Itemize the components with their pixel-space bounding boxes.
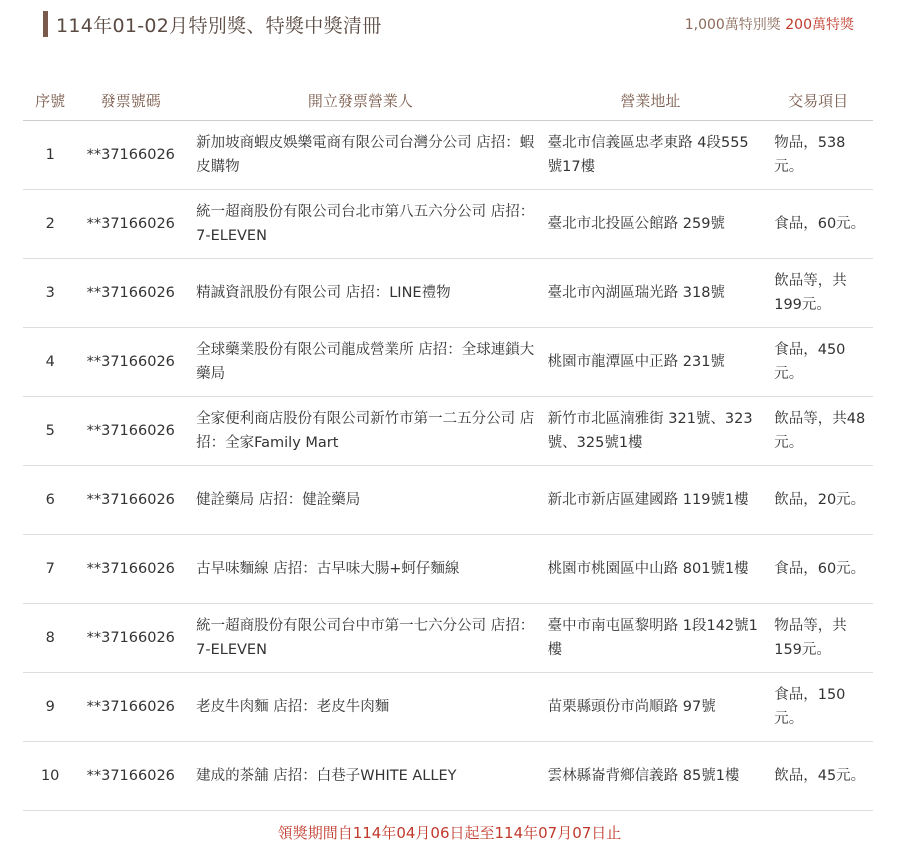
- cell-address: 新北市新店區建國路 119號1樓: [541, 466, 765, 535]
- cell-invoice: **37166026: [77, 604, 184, 673]
- cell-address: 桃園市龍潭區中正路 231號: [541, 328, 765, 397]
- cell-address: 臺北市北投區公館路 259號: [541, 190, 765, 259]
- cell-seq: 3: [23, 259, 77, 328]
- table-row: [23, 742, 873, 811]
- cell-address: 苗栗縣頭份市尚順路 97號: [541, 673, 765, 742]
- cell-address: 雲林縣崙背鄉信義路 85號1樓: [541, 742, 765, 811]
- cell-seq: 9: [23, 673, 77, 742]
- table-row: [23, 535, 873, 604]
- cell-merchant: 古早味麵線 店招：古早味大腸+蚵仔麵線: [184, 535, 541, 604]
- cell-merchant: 全球藥業股份有限公司龍成營業所 店招：全球連鎖大藥局: [184, 328, 541, 397]
- cell-seq: 5: [23, 397, 77, 466]
- cell-invoice: **37166026: [77, 397, 184, 466]
- cell-address: 臺北市內湖區瑞光路 318號: [541, 259, 765, 328]
- title-group: [43, 10, 381, 38]
- cell-item: 飲品，45元。: [764, 742, 873, 811]
- table-row: [23, 673, 873, 742]
- cell-merchant: 健詮藥局 店招：健詮藥局: [184, 466, 541, 535]
- cell-address: 新竹市北區湳雅街 321號、323號、325號1樓: [541, 397, 765, 466]
- cell-invoice: **37166026: [77, 190, 184, 259]
- cell-merchant: 老皮牛肉麵 店招：老皮牛肉麵: [184, 673, 541, 742]
- cell-merchant: 統一超商股份有限公司台北市第八五六分公司 店招：7-ELEVEN: [184, 190, 541, 259]
- table-row: [23, 466, 873, 535]
- cell-seq: 7: [23, 535, 77, 604]
- cell-merchant: 統一超商股份有限公司台中市第一七六分公司 店招：7-ELEVEN: [184, 604, 541, 673]
- cell-invoice: **37166026: [77, 328, 184, 397]
- cell-invoice: **37166026: [77, 259, 184, 328]
- prize-legend: [685, 14, 854, 34]
- grand-prize-label: 200萬特獎: [785, 17, 854, 33]
- cell-item: 飲品等，共48元。: [764, 397, 873, 466]
- cell-item: 飲品等，共199元。: [764, 259, 873, 328]
- column-header-address: 營業地址: [541, 80, 765, 121]
- cell-seq: 6: [23, 466, 77, 535]
- cell-item: 物品，538元。: [764, 121, 873, 190]
- table-row: [23, 190, 873, 259]
- cell-merchant: 精誠資訊股份有限公司 店招：LINE禮物: [184, 259, 541, 328]
- cell-item: 食品，60元。: [764, 190, 873, 259]
- cell-item: 食品，60元。: [764, 535, 873, 604]
- cell-item: 食品，150元。: [764, 673, 873, 742]
- cell-invoice: **37166026: [77, 466, 184, 535]
- cell-invoice: **37166026: [77, 535, 184, 604]
- table-row: [23, 259, 873, 328]
- column-header-item: 交易項目: [764, 80, 873, 121]
- column-header-merchant: 開立發票營業人: [184, 80, 541, 121]
- cell-seq: 4: [23, 328, 77, 397]
- winners-table: [23, 80, 873, 811]
- cell-seq: 8: [23, 604, 77, 673]
- cell-merchant: 全家便利商店股份有限公司新竹市第一二五分公司 店招：全家Family Mart: [184, 397, 541, 466]
- special-prize-label: 1,000萬特別獎: [684, 17, 781, 33]
- table-row: [23, 397, 873, 466]
- page-header: [43, 10, 859, 38]
- cell-invoice: **37166026: [77, 121, 184, 190]
- table-row: [23, 121, 873, 190]
- table-row: [23, 604, 873, 673]
- cell-address: 臺中市南屯區黎明路 1段142號1樓: [541, 604, 765, 673]
- cell-invoice: **37166026: [77, 742, 184, 811]
- table-row: [23, 328, 873, 397]
- cell-seq: 10: [23, 742, 77, 811]
- page-title: 114年01-02月特別獎、特獎中獎清冊: [56, 14, 382, 37]
- cell-seq: 1: [23, 121, 77, 190]
- cell-invoice: **37166026: [77, 673, 184, 742]
- table-header-row: [23, 80, 873, 121]
- cell-seq: 2: [23, 190, 77, 259]
- title-accent-bar: [43, 11, 48, 37]
- column-header-invoice: 發票號碼: [77, 80, 184, 121]
- cell-merchant: 新加坡商蝦皮娛樂電商有限公司台灣分公司 店招：蝦皮購物: [184, 121, 541, 190]
- cell-item: 物品等，共159元。: [764, 604, 873, 673]
- column-header-seq: 序號: [23, 80, 77, 121]
- cell-address: 桃園市桃園區中山路 801號1樓: [541, 535, 765, 604]
- cell-item: 食品，450元。: [764, 328, 873, 397]
- cell-item: 飲品，20元。: [764, 466, 873, 535]
- cell-merchant: 建成的茶舖 店招：白巷子WHITE ALLEY: [184, 742, 541, 811]
- claim-period-notice: 領獎期間自114年04月06日起至114年07月07日止: [277, 824, 622, 842]
- cell-address: 臺北市信義區忠孝東路 4段555號17樓: [541, 121, 765, 190]
